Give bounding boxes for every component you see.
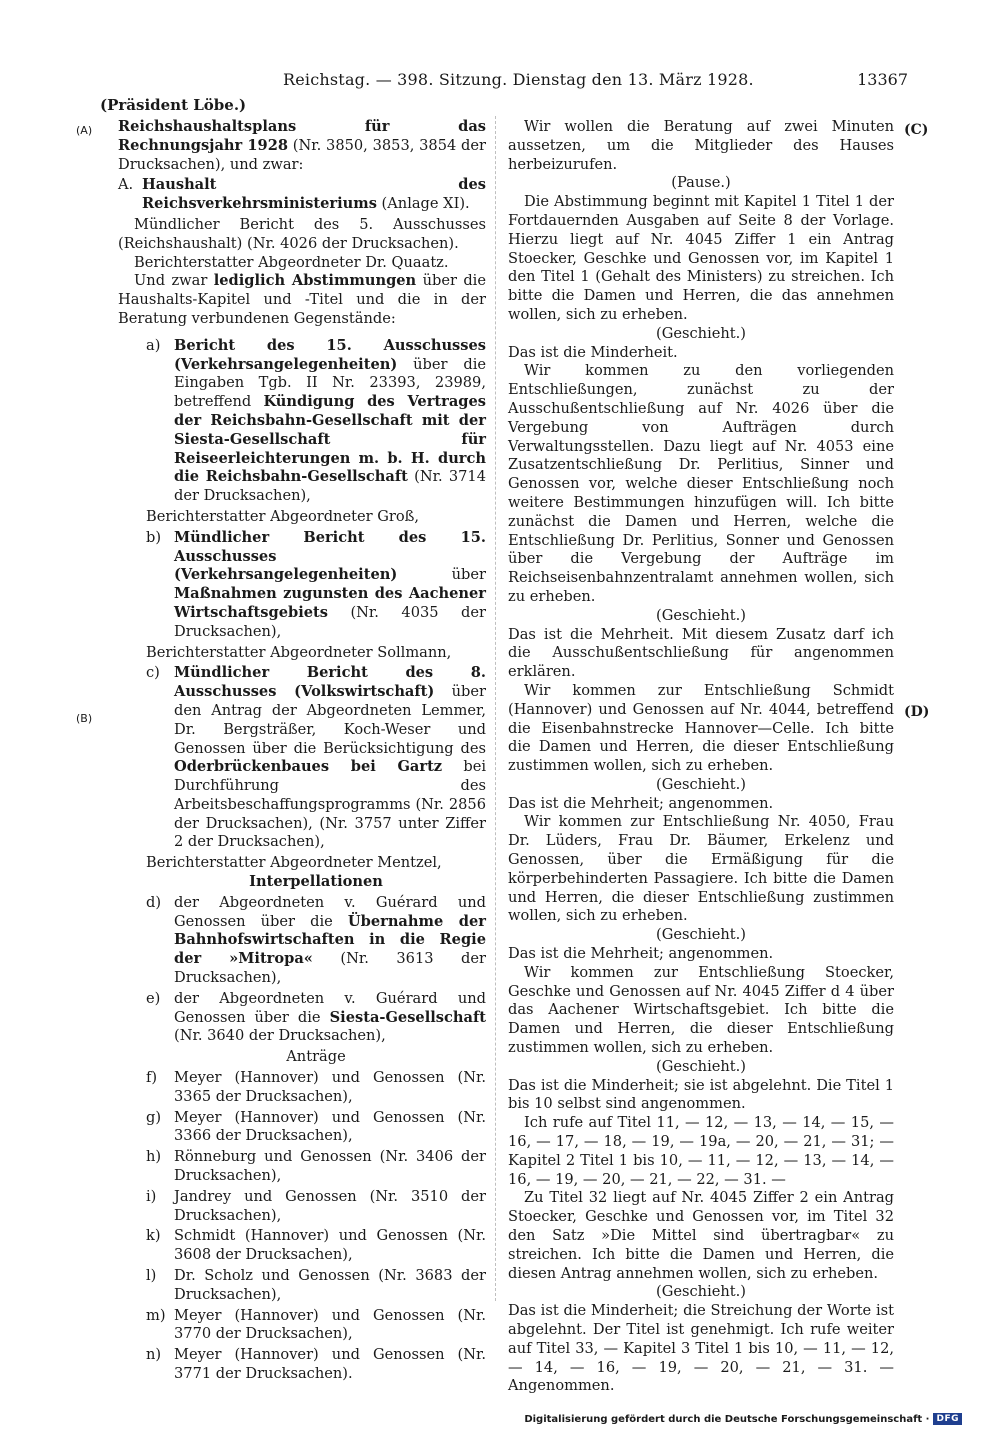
report-item-bold1: Mündlicher Bericht des 8. Ausschusses (Volkswirtschaft) bbox=[174, 664, 486, 701]
report-item-reporter: Berichterstatter Abgeordneter Groß, bbox=[146, 507, 420, 525]
paragraph-lueders: Wir kommen zur Entschließung Nr. 4050, Frau Dr. Lüders, Frau Dr. Bäumer, Erkelenz und Genossen, über die Ermäßigung für die körperbehinderten Passagiere. Ich bitte die Damen und Herren, die dieser Entschließung zustimmen wollen, sich zu erheben. bbox=[508, 813, 894, 925]
paragraph-aussetzen: Wir wollen die Beratung auf zwei Minuten aussetzen, um die Mitglieder des Hauses herbeizurufen. bbox=[508, 118, 894, 173]
report-item bbox=[146, 337, 486, 506]
running-title: Reichstag. — 398. Sitzung. Dienstag den 13. März 1928. bbox=[283, 70, 754, 89]
report-item-text2: (Nr. 3714 der Drucksachen), bbox=[174, 468, 486, 505]
interpellation-pre: der Abgeordneten v. Guérard und Genossen über die bbox=[174, 989, 486, 1026]
antrag-text: Dr. Scholz und Genossen (Nr. 3683 der Drucksachen), bbox=[174, 1267, 486, 1303]
antrag-label: g) bbox=[146, 1108, 162, 1126]
margin-mark-c: (C) bbox=[904, 122, 929, 138]
antrag-item bbox=[146, 1307, 486, 1345]
antrag-text: Meyer (Hannover) und Genossen (Nr. 3770 der Drucksachen), bbox=[174, 1306, 486, 1343]
speaker-note: (Präsident Löbe.) bbox=[100, 96, 247, 114]
stage-direction-pause: (Pause.) bbox=[671, 174, 731, 192]
footer-text: Digitalisierung gefördert durch die Deutsche Forschungsgemeinschaft · bbox=[524, 1413, 930, 1425]
report-item-bold2: Maßnahmen zugunsten des Aachener Wirtschaftsgebiets bbox=[174, 585, 486, 621]
antrag-item bbox=[146, 1148, 486, 1186]
antrag-label: m) bbox=[146, 1306, 166, 1324]
report-item-text1: über die Eingaben Tgb. II Nr. 23393, 23989, betreffend bbox=[174, 355, 486, 411]
interpellation-label: d) bbox=[146, 893, 162, 911]
result-text: Das ist die Mehrheit; angenommen. bbox=[508, 794, 774, 812]
antrag-text: Schmidt (Hannover) und Genossen (Nr. 3608 der Drucksachen), bbox=[174, 1227, 486, 1264]
antrag-item bbox=[146, 1267, 486, 1305]
section-a-title: Haushalt des Reichsverkehrsministeriums bbox=[142, 176, 486, 213]
report-item bbox=[146, 529, 486, 642]
und-zwar-bold: lediglich Abstimmungen bbox=[213, 272, 417, 290]
result-text: Das ist die Minderheit. bbox=[508, 343, 678, 361]
report-item-label: b) bbox=[146, 528, 162, 546]
paragraph-stoecker: Wir kommen zur Entschließung Stoecker, Geschke und Genossen auf Nr. 4045 Ziffer d 4 über das Aachener Wirtschaftsgebiet. Ich bitte die Damen und Herren, die dieser Entschließung zustimmen wollen, sich zu erheben. bbox=[508, 963, 894, 1057]
interpellation-pre: der Abgeordneten v. Guérard und Genossen über die bbox=[174, 893, 486, 930]
antrag-item bbox=[146, 1346, 486, 1384]
result-text: Das ist die Minderheit; die Streichung der Worte ist abgelehnt. Der Titel ist genehmigt. Ich rufe weiter auf Titel 33, — Kapitel 3 Titel 1 bis 10, — 11, — 12, — 14, — 16, — 19, — 20, — 21, — 31. — Angenommen. bbox=[508, 1302, 894, 1395]
antrag-label: i) bbox=[146, 1187, 157, 1205]
right-column bbox=[508, 118, 894, 1396]
interpellation-item bbox=[146, 990, 486, 1046]
interpellation-post: (Nr. 3613 der Drucksachen), bbox=[174, 950, 486, 987]
interpellation-bold: Übernahme der Bahnhofswirtschaften in die Regie der »Mitropa« bbox=[174, 912, 486, 968]
section-a-rest: (Anlage XI). bbox=[376, 195, 470, 213]
stage-direction-geschieht: (Geschieht.) bbox=[656, 606, 746, 624]
stage-direction-geschieht: (Geschieht.) bbox=[656, 926, 746, 944]
interpellation-label: e) bbox=[146, 989, 161, 1007]
stage-direction-geschieht: (Geschieht.) bbox=[656, 775, 746, 793]
report-item-bold2: Oderbrückenbaues bei Gartz bbox=[174, 758, 443, 776]
result-text: Das ist die Minderheit; sie ist abgelehnt. Die Titel 1 bis 10 selbst sind angenommen. bbox=[508, 1076, 894, 1113]
antrag-text: Meyer (Hannover) und Genossen (Nr. 3366 der Drucksachen), bbox=[174, 1108, 486, 1145]
section-a-bericht: Mündlicher Bericht des 5. Ausschusses (Reichshaushalt) (Nr. 4026 der Drucksachen). bbox=[118, 215, 486, 252]
agenda-intro-bold: Reichshaushaltsplans für das Rechnungsjahr 1928 bbox=[118, 118, 486, 154]
report-item-label: a) bbox=[146, 336, 161, 354]
paragraph-schmidt: Wir kommen zur Entschließung Schmidt (Hannover) und Genossen auf Nr. 4044, betreffend die Eisenbahnstrecke Hannover—Celle. Ich bitte die Damen und Herren, die dieser Entschließung zustimmen wollen, sich zu erheben. bbox=[508, 681, 894, 775]
paragraph-titel-aufruf: Ich rufe auf Titel 11, — 12, — 13, — 14, — 15, — 16, — 17, — 18, — 19, — 19a, — 20, — 21, — 31; — Kapitel 2 Titel 1 bis 10, — 11, — 12, — 13, — 14, — 16, — 19, — 20, — 21, — 22, — 31. — bbox=[508, 1114, 894, 1188]
antrag-text: Meyer (Hannover) und Genossen (Nr. 3365 der Drucksachen), bbox=[174, 1069, 486, 1105]
interpellation-bold: Siesta-Gesellschaft bbox=[329, 1008, 486, 1026]
agenda-intro bbox=[118, 118, 486, 174]
interpellationen-heading: Interpellationen bbox=[249, 873, 383, 891]
report-item-bold1: Bericht des 15. Ausschusses (Verkehrsangelegenheiten) bbox=[174, 336, 486, 373]
paragraph-entschliessungen: Wir kommen zu den vorliegenden Entschließungen, zunächst zu der Ausschußentschließung auf Nr. 4026 über die Vergebung von Aufträgen durch Verwaltungsstellen. Dazu liegt auf Nr. 4053 eine Zusatzentschließung Dr. Perlitius, Sinner und Genossen vor, welche dieser Entschließung noch weitere Bestimmungen hinzufügen will. Ich bitte zunächst die Damen und Herren, welche die Entschließung Dr. Perlitius, Sonner und Genossen über die Vergebung der Aufträge im Reichseisenbahnzentralamt annehmen wollen, sich zu erheben. bbox=[508, 362, 894, 605]
footer-credit bbox=[524, 1413, 962, 1425]
antrag-text: Jandrey und Genossen (Nr. 3510 der Drucksachen), bbox=[174, 1187, 486, 1224]
interpellation-post: (Nr. 3640 der Drucksachen), bbox=[174, 1027, 386, 1045]
section-a bbox=[118, 176, 486, 214]
antrag-item bbox=[146, 1069, 486, 1107]
antrag-item bbox=[146, 1188, 486, 1226]
antraege-heading: Anträge bbox=[286, 1048, 346, 1066]
left-column bbox=[118, 118, 486, 1386]
stage-direction-geschieht: (Geschieht.) bbox=[656, 324, 746, 342]
column-divider bbox=[495, 116, 496, 1301]
und-zwar-post: über die Haushalts-Kapitel und -Titel und die in der Beratung verbundenen Gegenstände: bbox=[118, 272, 486, 327]
paragraph-abstimmung: Die Abstimmung beginnt mit Kapitel 1 Titel 1 der Fortdauernden Ausgaben auf Seite 8 der Vorlage. Hierzu liegt auf Nr. 4045 Ziffer 1 ein Antrag Stoecker, Geschke und Genossen vor, im Kapitel 1 den Titel 1 (Gehalt des Ministers) zu streichen. Ich bitte die Damen und Herren, die das annehmen wollen, sich zu erheben. bbox=[508, 193, 894, 323]
und-zwar-paragraph bbox=[118, 272, 486, 328]
antrag-text: Meyer (Hannover) und Genossen (Nr. 3771 der Drucksachen). bbox=[174, 1346, 486, 1382]
report-item-text2: (Nr. 4035 der Drucksachen), bbox=[174, 603, 486, 640]
report-item-bold1: Mündlicher Bericht des 15. Ausschusses (Verkehrsangelegenheiten) bbox=[174, 528, 486, 584]
result-text: Das ist die Mehrheit. Mit diesem Zusatz darf ich die Ausschußentschließung für angenommen erklären. bbox=[508, 625, 894, 681]
report-item-text1: über den Antrag der Abgeordneten Lemmer, Dr. Bergsträßer, Koch-Weser und Genossen über die Berücksichtigung des bbox=[174, 683, 487, 757]
antrag-label: k) bbox=[146, 1227, 161, 1245]
antrag-label: h) bbox=[146, 1148, 162, 1166]
page-number: 13367 bbox=[857, 70, 908, 89]
und-zwar-pre: Und zwar bbox=[134, 272, 214, 290]
report-item-text2: bei Durchführung des Arbeitsbeschaffungsprogramms (Nr. 2856 der Drucksachen), (Nr. 3757 unter Ziffer 2 der Drucksachen), bbox=[174, 758, 486, 851]
antrag-item bbox=[146, 1227, 486, 1265]
report-item-reporter: Berichterstatter Abgeordneter Mentzel, bbox=[146, 854, 442, 872]
antrag-label: l) bbox=[146, 1267, 157, 1285]
report-item-bold2: Kündigung des Vertrages der Reichsbahn-Gesellschaft mit der Siesta-Gesellschaft für Reiseerleichterungen m. b. H. durch die Reichsbahn-Gesellschaft bbox=[174, 393, 486, 486]
report-list bbox=[146, 337, 486, 1384]
section-a-reporter: Berichterstatter Abgeordneter Dr. Quaatz. bbox=[134, 253, 449, 271]
antrag-item bbox=[146, 1109, 486, 1147]
report-item-label: c) bbox=[146, 664, 160, 682]
margin-mark-a: (A) bbox=[76, 124, 93, 137]
interpellation-item bbox=[146, 894, 486, 988]
margin-mark-d: (D) bbox=[904, 704, 930, 720]
stage-direction-geschieht: (Geschieht.) bbox=[656, 1057, 746, 1075]
running-header bbox=[118, 70, 908, 94]
agenda-intro-rest: (Nr. 3850, 3853, 3854 der Drucksachen), und zwar: bbox=[118, 136, 486, 173]
antrag-text: Rönneburg und Genossen (Nr. 3406 der Drucksachen), bbox=[174, 1148, 486, 1185]
section-a-label: A. bbox=[118, 176, 134, 194]
report-item-text1: über bbox=[397, 566, 486, 584]
antrag-label: f) bbox=[146, 1069, 158, 1087]
paragraph-titel-32: Zu Titel 32 liegt auf Nr. 4045 Ziffer 2 ein Antrag Stoecker, Geschke und Genossen vor, im Titel 32 den Satz »Die Mittel sind übertragbar« zu streichen. Ich bitte die Damen und Herren, die diesen Antrag annehmen wollen, sich zu erheben. bbox=[508, 1189, 894, 1282]
antrag-label: n) bbox=[146, 1346, 162, 1364]
report-item-reporter: Berichterstatter Abgeordneter Sollmann, bbox=[146, 643, 452, 661]
dfg-logo-icon: DFG bbox=[933, 1413, 962, 1425]
margin-mark-b: (B) bbox=[76, 712, 93, 725]
result-text: Das ist die Mehrheit; angenommen. bbox=[508, 945, 774, 963]
stage-direction-geschieht: (Geschieht.) bbox=[656, 1283, 746, 1301]
report-item bbox=[146, 664, 486, 852]
